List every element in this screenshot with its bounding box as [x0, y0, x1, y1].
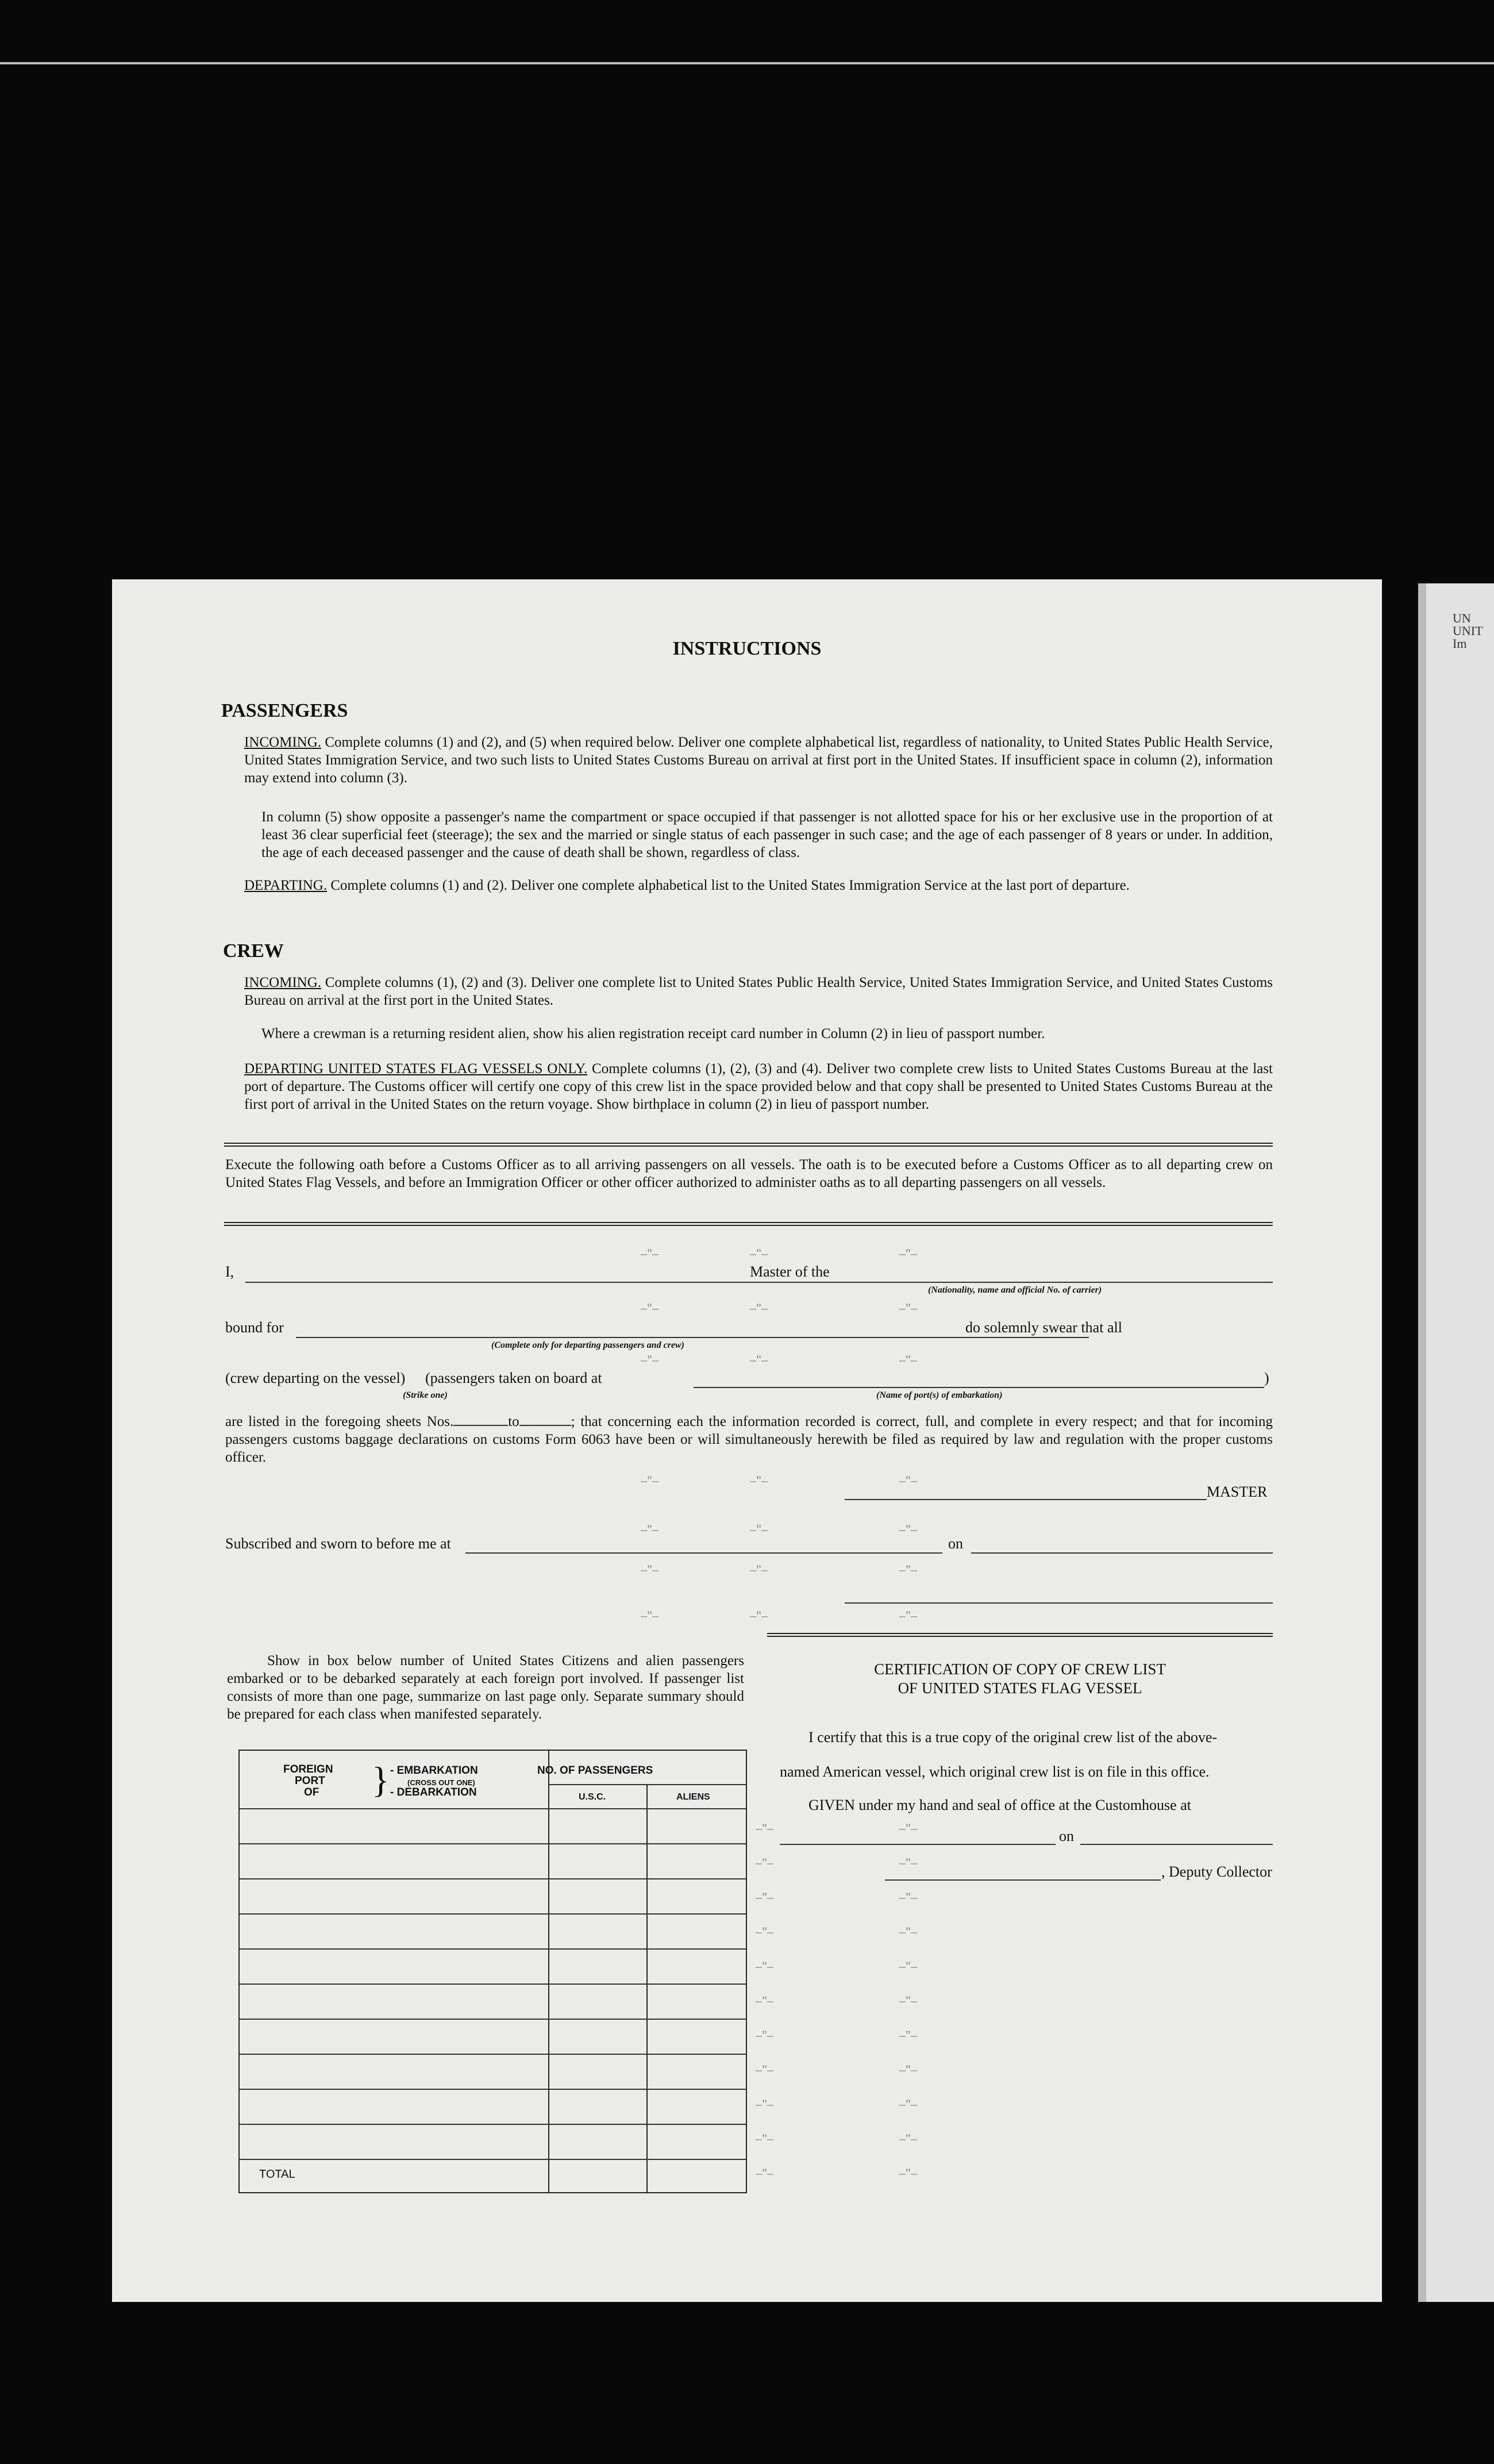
ditto-mark: –"–: [756, 1993, 773, 2008]
ditto-mark: –"–: [899, 1993, 917, 2008]
ditto-mark: –"–: [750, 1246, 768, 1260]
page-title: INSTRUCTIONS: [672, 638, 822, 659]
col-divider-2: [646, 1784, 648, 2192]
master-signature-line: [845, 1499, 1207, 1500]
th-no-of-passengers: NO. OF PASSENGERS: [537, 1765, 653, 1777]
th-port: PORT: [295, 1775, 325, 1787]
th-aliens: ALIENS: [676, 1792, 710, 1802]
ditto-mark: –"–: [899, 2097, 917, 2111]
passengers-departing: [244, 877, 1273, 894]
th-foreign: FOREIGN: [283, 1763, 333, 1775]
brace: }: [372, 1759, 390, 1800]
ditto-mark: –"–: [899, 2166, 917, 2180]
oath-passengers-taken: (passengers taken on board at: [425, 1370, 602, 1386]
ditto-mark: –"–: [899, 1473, 917, 1487]
row-line: [240, 2054, 746, 2055]
ditto-mark: –"–: [899, 1352, 917, 1367]
ditto-mark: –"–: [899, 1301, 917, 1315]
total-label: TOTAL: [259, 2168, 295, 2181]
passengers-incoming-label: INCOMING.: [244, 735, 322, 750]
oath-close-paren: ): [1264, 1370, 1269, 1386]
row-line: [240, 1948, 746, 1950]
deputy-collector: , Deputy Collector: [1161, 1863, 1272, 1880]
scan-top-edge: [0, 62, 1494, 64]
certification-title-line1: CERTIFICATION OF COPY OF CREW LIST: [874, 1660, 1166, 1678]
crew-departing-text: Complete columns (1), (2), (3) and (4). Deliver two complete crew lists to United States Customs Bureau at the last port of departure. The Customs officer will certify one copy of this crew list in the space provided below and that copy shall be presented to United States Customs Bureau at the first port of arrival in the United States on the return voyage. Show birthplace in column (2) in lieu of passport number.: [244, 1061, 1273, 1112]
ditto-mark: –"–: [641, 1352, 659, 1367]
ditto-mark: –"–: [756, 1821, 773, 1835]
ditto-mark: –"–: [756, 1890, 773, 1904]
ditto-mark: –"–: [641, 1301, 659, 1315]
deputy-signature-line: [885, 1879, 1161, 1881]
ditto-mark: –"–: [756, 2062, 773, 2077]
certify-on: on: [1059, 1828, 1074, 1844]
complete-caption: (Complete only for departing passengers and crew): [491, 1340, 684, 1350]
crew-incoming: [244, 974, 1273, 1009]
adjacent-page-text: UN UNIT Im: [1453, 611, 1483, 651]
oath-swear: do solemnly swear that all: [965, 1319, 1122, 1336]
divider-double: [767, 1633, 1273, 1637]
nationality-caption: (Nationality, name and official No. of carrier): [928, 1285, 1102, 1295]
col-divider-1: [548, 1751, 549, 2192]
sheet-to-line: [519, 1413, 571, 1426]
th-of: OF: [304, 1786, 319, 1798]
oath-bound-for: bound for: [225, 1319, 284, 1336]
row-line: [240, 2124, 746, 2125]
crew-heading: CREW: [223, 940, 284, 962]
ditto-mark: –"–: [750, 1352, 768, 1367]
sheet-from-line: [453, 1413, 508, 1426]
passengers-incoming-text: Complete columns (1) and (2), and (5) when required below. Deliver one complete alphabetical list, regardless of nationality, to United States Public Health Service, United States Immigration Service, and two such lists to United States Customs Bureau on arrival at first port in the United States. If insufficient space in column (2), information may extend into column (3).: [244, 735, 1273, 786]
oath-listed: [225, 1413, 1273, 1466]
passengers-incoming: [244, 733, 1273, 787]
row-line: [240, 2089, 746, 2090]
th-cross-out: (CROSS OUT ONE): [407, 1778, 475, 1787]
crew-resident: Where a crewman is a returning resident alien, show his alien registration receipt card number in Column (2) in lieu of passport number.: [261, 1026, 1045, 1041]
ditto-mark: –"–: [899, 1924, 917, 1939]
ditto-mark: –"–: [641, 1246, 659, 1260]
oath-master-of: Master of the: [750, 1263, 830, 1280]
ditto-mark: –"–: [899, 1562, 917, 1577]
certify-date-line: [1080, 1844, 1273, 1845]
passengers-heading: PASSENGERS: [221, 700, 348, 721]
ditto-mark: –"–: [750, 1562, 768, 1577]
crew-incoming-text: Complete columns (1), (2) and (3). Deliver one complete list to United States Public Health Service, United States Immigration Service, and United States Customs Bureau on arrival at the first port in the United States.: [244, 975, 1273, 1008]
ditto-mark: –"–: [899, 1522, 917, 1536]
crew-departing: [244, 1060, 1273, 1113]
oath-listed-rest: ; that concerning each the information recorded is correct, full, and complete in every respect; and that for incoming passengers customs baggage declarations on customs Form 6063 have been or will simultaneously herewith be filed as required by law and regulation with the proper customs officer.: [225, 1414, 1273, 1465]
adjacent-page-edge: [1418, 583, 1426, 2302]
oath-vessel-line: [842, 1282, 1273, 1283]
oath-master: MASTER: [1207, 1483, 1268, 1500]
passenger-summary-table: [238, 1750, 747, 2193]
ditto-mark: –"–: [641, 1473, 659, 1487]
ditto-mark: –"–: [899, 2028, 917, 2042]
ditto-mark: –"–: [899, 1890, 917, 1904]
ditto-mark: –"–: [756, 2131, 773, 2146]
ditto-mark: –"–: [899, 2131, 917, 2146]
th-divider: [548, 1784, 747, 1785]
row-line: [240, 1843, 746, 1844]
oath-bound-line: [296, 1337, 1089, 1338]
ditto-mark: –"–: [899, 1246, 917, 1260]
ditto-mark: –"–: [756, 1924, 773, 1939]
row-line: [240, 1808, 746, 1809]
oath-name-line: [245, 1282, 860, 1283]
ditto-mark: –"–: [756, 2028, 773, 2042]
ditto-mark: –"–: [756, 1959, 773, 1973]
ditto-mark: –"–: [750, 1608, 768, 1623]
row-line: [240, 1913, 746, 1915]
oath-subscribed: Subscribed and sworn to before me at: [225, 1535, 451, 1552]
certification-title: [767, 1660, 1273, 1698]
customhouse-line: [780, 1844, 1056, 1845]
ditto-mark: –"–: [899, 1821, 917, 1835]
oath-port-line: [694, 1387, 1264, 1388]
ditto-mark: –"–: [750, 1473, 768, 1487]
certification-title-line2: OF UNITED STATES FLAG VESSEL: [898, 1679, 1142, 1697]
ditto-mark: –"–: [899, 2062, 917, 2077]
ditto-mark: –"–: [899, 1608, 917, 1623]
oath-crew-departing: (crew departing on the vessel): [225, 1370, 406, 1386]
ditto-mark: –"–: [756, 2166, 773, 2180]
row-line: [240, 1878, 746, 1879]
ditto-mark: –"–: [641, 1522, 659, 1536]
row-line: [240, 2019, 746, 2020]
passengers-departing-label: DEPARTING.: [244, 878, 328, 893]
port-caption: (Name of port(s) of embarkation): [876, 1390, 1003, 1400]
ditto-mark: –"–: [750, 1301, 768, 1315]
certify-given: GIVEN under my hand and seal of office at the Customhouse at: [808, 1797, 1191, 1813]
crew-incoming-label: INCOMING.: [244, 975, 322, 990]
oath-listed-to: to: [508, 1414, 519, 1429]
ditto-mark: –"–: [750, 1522, 768, 1536]
certify-line2: named American vessel, which original crew list is on file in this office.: [780, 1763, 1210, 1780]
oath-intro: Execute the following oath before a Customs Officer as to all arriving passengers on all vessels. The oath is to be executed before a Customs Officer as to all departing crew on United States Flag Vessels, and before an Immigration Officer or other officer authorized to administer oaths as to all departing passengers on all vessels.: [225, 1157, 1273, 1190]
passengers-departing-text: Complete columns (1) and (2). Deliver one complete alphabetical list to the United States Immigration Service at the last port of departure.: [330, 878, 1130, 893]
ditto-mark: –"–: [641, 1608, 659, 1623]
oath-listed-part1: are listed in the foregoing sheets Nos.: [225, 1414, 454, 1429]
ditto-mark: –"–: [756, 2097, 773, 2111]
row-line: [240, 1983, 746, 1985]
th-debarkation: - DEBARKATION: [390, 1786, 477, 1798]
crew-departing-label: DEPARTING UNITED STATES FLAG VESSELS ONLY.: [244, 1061, 588, 1077]
ditto-mark: –"–: [899, 1855, 917, 1870]
subscribed-place-line: [465, 1552, 942, 1554]
ditto-mark: –"–: [899, 1959, 917, 1973]
instructions-page: [112, 579, 1382, 2302]
strike-caption: (Strike one): [403, 1390, 448, 1400]
th-usc: U.S.C.: [579, 1792, 606, 1802]
passengers-column5: In column (5) show opposite a passenger's name the compartment or space occupied if that passenger is not allotted space for his or her exclusive use in the proportion of at least 36 clear superficial feet (steerage); the sex and the married or single status of each passenger in such case; and the age of each passenger of 8 years or under. In addition, the age of each deceased passenger and the cause of death shall be shown, regardless of class.: [261, 809, 1273, 860]
ditto-mark: –"–: [756, 1855, 773, 1870]
row-line: [240, 2159, 746, 2160]
officer-signature-line: [845, 1602, 1273, 1604]
ditto-mark: –"–: [641, 1562, 659, 1577]
divider-double: [224, 1143, 1273, 1147]
th-embarkation: - EMBARKATION: [390, 1765, 478, 1777]
oath-on: on: [948, 1535, 963, 1552]
certify-line1: I certify that this is a true copy of the original crew list of the above-: [808, 1729, 1218, 1746]
summary-text: Show in box below number of United States Citizens and alien passengers embarked or to be debarked separately at each foreign port involved. If passenger list consists of more than one page, summarize on last page only. Separate summary should be prepared for each class when manifested separately.: [227, 1653, 744, 1722]
oath-i-label: I,: [225, 1263, 234, 1280]
divider-double: [224, 1222, 1273, 1226]
adjacent-page: [1418, 583, 1494, 2302]
subscribed-date-line: [971, 1552, 1273, 1554]
